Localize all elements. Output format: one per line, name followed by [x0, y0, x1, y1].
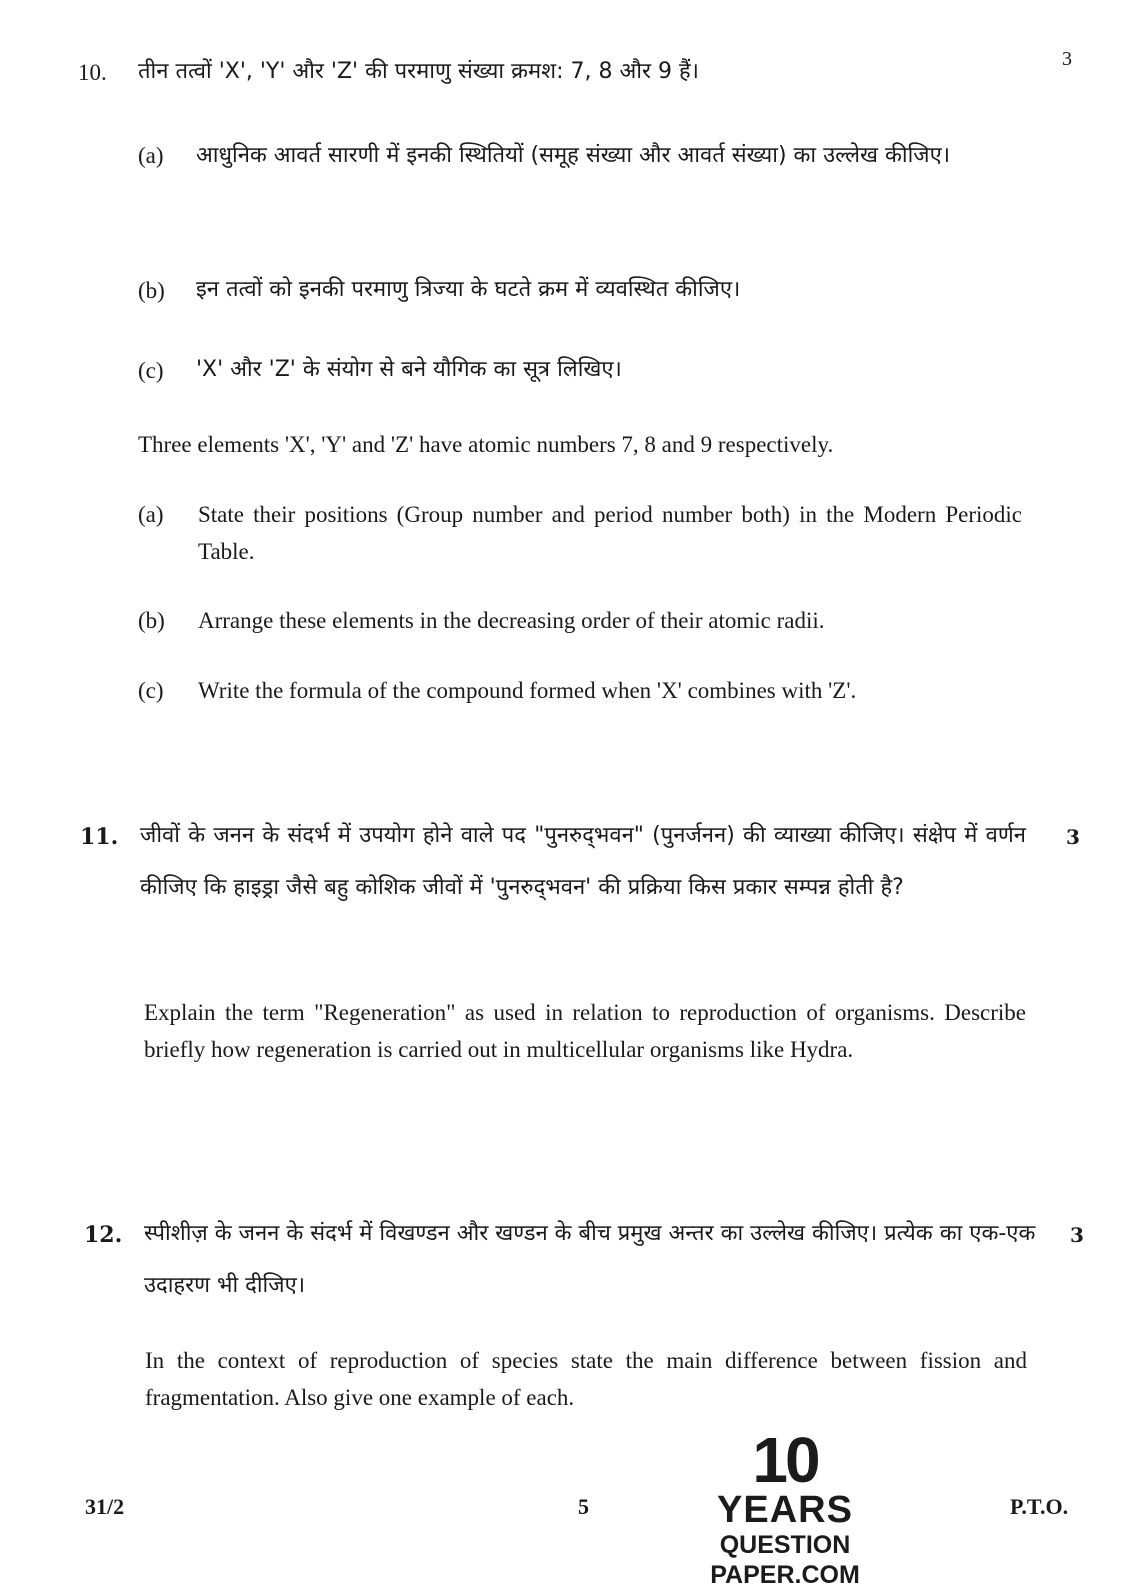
- question-10-hindi-part-b-label: (b): [138, 278, 165, 303]
- question-12-english: In the context of reproduction of species state the main difference between fission and fragmentation. Also give one example of each.: [145, 1348, 1027, 1410]
- question-10-hindi-part-c-label: (c): [138, 358, 164, 383]
- watermark-word: YEARS: [717, 1489, 853, 1531]
- watermark-site: QUESTION PAPER.COM: [710, 1531, 860, 1589]
- watermark-number: 10: [752, 1424, 818, 1496]
- question-10-hindi-part-c: 'X' और 'Z' के संयोग से बने यौगिक का सूत्र लिखिए।: [196, 357, 622, 382]
- question-10-hindi-intro: तीन तत्वों 'X', 'Y' और 'Z' की परमाणु संख्या क्रमश: 7, 8 और 9 हैं।: [138, 59, 699, 84]
- paper-code: 31/2: [85, 1494, 125, 1519]
- question-10-hindi-part-a: आधुनिक आवर्त सारणी में इनकी स्थितियों (समूह संख्या और आवर्त संख्या) का उल्लेख कीजिए।: [196, 143, 951, 168]
- question-10-hindi-part-b: इन तत्वों को इनकी परमाणु त्रिज्या के घटते क्रम में व्यवस्थित कीजिए।: [196, 277, 741, 302]
- question-10-english-part-c-label: (c): [138, 678, 164, 703]
- question-10-english-part-b: Arrange these elements in the decreasing order of their atomic radii.: [198, 608, 825, 633]
- page-number: 5: [578, 1494, 589, 1519]
- watermark-logo: [650, 1424, 920, 1590]
- question-10-english-part-c: Write the formula of the compound formed when 'X' combines with 'Z'.: [198, 678, 857, 703]
- question-10-english-part-b-label: (b): [138, 608, 165, 633]
- question-11-hindi: जीवों के जनन के संदर्भ में उपयोग होने वाले पद "पुनरुद्‌भवन" (पुनर्जनन) की व्याख्या कीजिए। संक्षेप में वर्णन कीजिए कि हाइड्रा जैसे बहु कोशिक जीवों में 'पुनरुद्‌भवन' की प्रक्रिया किस प्रकार सम्पन्न होती है?: [140, 823, 1026, 900]
- question-11-english: Explain the term "Regeneration" as used in relation to reproduction of organisms. Describe briefly how regeneration is carried out in multicellular organisms like Hydra.: [144, 1000, 1026, 1062]
- question-10-hindi-part-a-label: (a): [138, 143, 164, 168]
- question-11-number: 11.: [80, 824, 119, 850]
- question-12-marks: 3: [1070, 1223, 1084, 1247]
- question-10-english-part-a: State their positions (Group number and period number both) in the Modern Periodic Table.: [198, 502, 1022, 564]
- question-10-number: 10.: [78, 60, 107, 85]
- question-12-hindi: स्पीशीज़ के जनन के संदर्भ में विखण्डन और खण्डन के बीच प्रमुख अन्तर का उल्लेख कीजिए। प्रत्येक का एक-एक उदाहरण भी दीजिए।: [144, 1221, 1036, 1298]
- question-10-english-intro: Three elements 'X', 'Y' and 'Z' have atomic numbers 7, 8 and 9 respectively.: [138, 432, 834, 457]
- question-12-number: 12.: [84, 1222, 123, 1248]
- corner-marker: 3: [1062, 48, 1072, 70]
- question-10-english-part-a-label: (a): [138, 502, 164, 527]
- question-11-marks: 3: [1066, 825, 1080, 849]
- pto-label: P.T.O.: [1010, 1494, 1069, 1519]
